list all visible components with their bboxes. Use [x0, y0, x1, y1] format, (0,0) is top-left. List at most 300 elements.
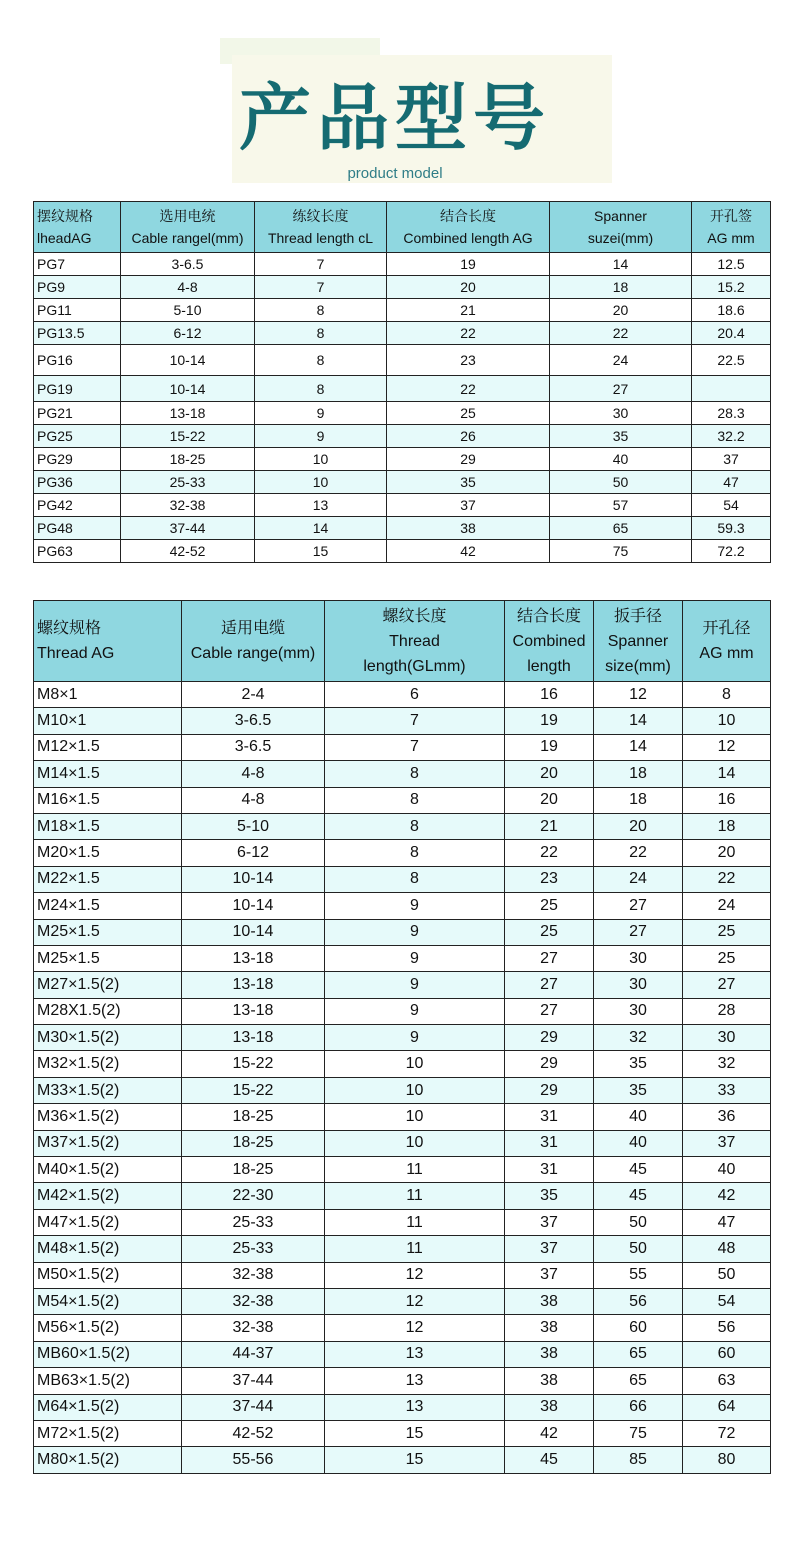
table-cell: 9	[325, 1025, 505, 1051]
column-header	[182, 601, 325, 682]
table-cell: 9	[325, 972, 505, 998]
table-cell: 23	[387, 345, 550, 376]
table-cell: 8	[325, 866, 505, 892]
table-cell: 14	[594, 734, 683, 760]
table-cell: 19	[505, 708, 594, 734]
table-cell: 19	[387, 253, 550, 276]
table-row	[34, 1051, 771, 1077]
table-cell: 56	[683, 1315, 771, 1341]
table-cell: 3-6.5	[182, 708, 325, 734]
table-cell: 13-18	[121, 402, 255, 425]
table-row	[34, 517, 771, 540]
table-cell: 47	[683, 1209, 771, 1235]
table-cell: 25	[683, 945, 771, 971]
table-cell: 3-6.5	[121, 253, 255, 276]
table-cell: 10	[255, 448, 387, 471]
table-cell: 63	[683, 1368, 771, 1394]
table-cell: 75	[594, 1420, 683, 1446]
table-cell: 37	[387, 494, 550, 517]
table-cell: 7	[255, 253, 387, 276]
table-cell: 27	[594, 893, 683, 919]
table-cell: 35	[550, 425, 692, 448]
column-header-line: Spanner	[594, 208, 647, 224]
table-cell: 30	[594, 998, 683, 1024]
table-cell: 8	[255, 322, 387, 345]
table-row	[34, 1025, 771, 1051]
table-cell: 20	[550, 299, 692, 322]
column-header-line: 适用电缆	[220, 620, 285, 637]
table-cell: 15	[255, 540, 387, 563]
table-cell: 15.2	[692, 276, 771, 299]
table-cell: 37-44	[121, 517, 255, 540]
table-row	[34, 1236, 771, 1262]
table-cell: 14	[550, 253, 692, 276]
table-cell: 75	[550, 540, 692, 563]
column-header-line: 开孔签	[710, 208, 752, 224]
column-header	[594, 601, 683, 682]
table-cell: 65	[594, 1368, 683, 1394]
table-row	[34, 1341, 771, 1367]
table-cell: 8	[325, 787, 505, 813]
table-cell: 9	[325, 893, 505, 919]
table-row	[34, 322, 771, 345]
table-cell: 6-12	[121, 322, 255, 345]
table-cell: 12.5	[692, 253, 771, 276]
table-row	[34, 761, 771, 787]
table-cell: 16	[505, 682, 594, 708]
row-label-cell: M12×1.5	[34, 734, 182, 760]
table-cell: 18-25	[182, 1157, 325, 1183]
column-header-line: 练纹长度	[292, 208, 349, 224]
metric-table-header-row	[34, 601, 771, 682]
table-row	[34, 998, 771, 1024]
table-cell: 50	[594, 1236, 683, 1262]
table-cell: 50	[594, 1209, 683, 1235]
column-header-line: length(GLmm)	[363, 657, 466, 675]
table-cell: 22	[550, 322, 692, 345]
table-cell: 20	[594, 813, 683, 839]
table-row	[34, 1104, 771, 1130]
table-cell: 36	[683, 1104, 771, 1130]
row-label-cell: M28X1.5(2)	[34, 998, 182, 1024]
table-cell: 10	[255, 471, 387, 494]
row-label-cell: M48×1.5(2)	[34, 1236, 182, 1262]
row-label-cell: PG13.5	[34, 322, 121, 345]
table-row	[34, 813, 771, 839]
table-row	[34, 471, 771, 494]
row-label-cell: M24×1.5	[34, 893, 182, 919]
table-cell: 13	[255, 494, 387, 517]
row-label-cell: M56×1.5(2)	[34, 1315, 182, 1341]
table-cell: 5-10	[182, 813, 325, 839]
table-cell: 24	[594, 866, 683, 892]
table-cell: 23	[505, 866, 594, 892]
row-label-cell: M33×1.5(2)	[34, 1077, 182, 1103]
table-row	[34, 1077, 771, 1103]
table-cell: 22	[505, 840, 594, 866]
table-cell: 20	[505, 761, 594, 787]
row-label-cell: PG11	[34, 299, 121, 322]
table-row	[34, 1262, 771, 1288]
table-cell: 15-22	[182, 1077, 325, 1103]
column-header-line: Thread	[389, 632, 440, 650]
table-cell: 38	[505, 1368, 594, 1394]
table-cell: 12	[325, 1288, 505, 1314]
table-cell: 13-18	[182, 945, 325, 971]
metric-table-body	[34, 682, 771, 1474]
column-header-line: AG mm	[699, 645, 754, 662]
table-cell: 6-12	[182, 840, 325, 866]
table-cell: 21	[505, 813, 594, 839]
table-cell: 10	[325, 1130, 505, 1156]
table-row	[34, 866, 771, 892]
table-cell: 72	[683, 1420, 771, 1446]
table-cell: 30	[594, 945, 683, 971]
table-cell: 65	[594, 1341, 683, 1367]
column-header	[34, 202, 121, 253]
row-label-cell: M36×1.5(2)	[34, 1104, 182, 1130]
table-cell: 7	[325, 734, 505, 760]
table-cell: 12	[683, 734, 771, 760]
column-header-line: 扳手径	[613, 607, 662, 625]
row-label-cell: M27×1.5(2)	[34, 972, 182, 998]
row-label-cell: M40×1.5(2)	[34, 1157, 182, 1183]
table-cell: 66	[594, 1394, 683, 1420]
table-cell: 42	[387, 540, 550, 563]
table-row	[34, 1183, 771, 1209]
table-cell: 40	[594, 1104, 683, 1130]
table-cell: 13-18	[182, 1025, 325, 1051]
row-label-cell: PG36	[34, 471, 121, 494]
column-header-line: 结合长度	[440, 208, 496, 224]
row-label-cell: PG7	[34, 253, 121, 276]
table-cell: 59.3	[692, 517, 771, 540]
table-cell: 47	[692, 471, 771, 494]
table-cell: 27	[505, 945, 594, 971]
table-cell: 19	[505, 734, 594, 760]
table-cell: 44-37	[182, 1341, 325, 1367]
table-cell: 22.5	[692, 345, 771, 376]
table-cell: 13	[325, 1341, 505, 1367]
table-cell: 7	[325, 708, 505, 734]
column-header	[505, 601, 594, 682]
row-label-cell: M72×1.5(2)	[34, 1420, 182, 1446]
table-cell: 10-14	[121, 345, 255, 376]
table-cell: 42-52	[121, 540, 255, 563]
table-row	[34, 893, 771, 919]
table-cell: 72.2	[692, 540, 771, 563]
table-cell: 22	[387, 376, 550, 402]
table-cell: 10-14	[182, 893, 325, 919]
table-cell: 32.2	[692, 425, 771, 448]
table-cell: 20	[387, 276, 550, 299]
table-row	[34, 919, 771, 945]
row-label-cell: M32×1.5(2)	[34, 1051, 182, 1077]
table-cell: 60	[594, 1315, 683, 1341]
table-cell: 22	[594, 840, 683, 866]
table-cell: 24	[550, 345, 692, 376]
row-label-cell: PG42	[34, 494, 121, 517]
table-cell: 25-33	[182, 1236, 325, 1262]
table-cell: 10	[325, 1077, 505, 1103]
column-header	[692, 202, 771, 253]
row-label-cell: PG25	[34, 425, 121, 448]
table-cell: 38	[505, 1288, 594, 1314]
table-cell: 14	[255, 517, 387, 540]
table-cell: 9	[255, 425, 387, 448]
row-label-cell: M30×1.5(2)	[34, 1025, 182, 1051]
table-cell: 33	[683, 1077, 771, 1103]
column-header-line: Combined	[512, 632, 586, 650]
row-label-cell: MB63×1.5(2)	[34, 1368, 182, 1394]
table-row	[34, 734, 771, 760]
table-row	[34, 1315, 771, 1341]
table-row	[34, 1130, 771, 1156]
table-cell: 18.6	[692, 299, 771, 322]
table-cell: 18	[683, 813, 771, 839]
table-cell: 35	[594, 1077, 683, 1103]
table-cell: 31	[505, 1157, 594, 1183]
table-cell: 15	[325, 1447, 505, 1473]
table-cell: 30	[683, 1025, 771, 1051]
table-cell: 16	[683, 787, 771, 813]
row-label-cell: M80×1.5(2)	[34, 1447, 182, 1473]
table-cell: 29	[505, 1025, 594, 1051]
table-row	[34, 540, 771, 563]
table-cell: 9	[325, 919, 505, 945]
table-cell: 7	[255, 276, 387, 299]
table-cell: 32-38	[182, 1288, 325, 1314]
table-cell: 54	[692, 494, 771, 517]
column-header-line: 摆纹规格	[37, 208, 93, 224]
column-header-line: 开孔径	[702, 620, 751, 637]
table-row	[34, 376, 771, 402]
table-row	[34, 448, 771, 471]
table-cell: 48	[683, 1236, 771, 1262]
table-cell: 12	[325, 1315, 505, 1341]
table-cell: 24	[683, 893, 771, 919]
table-cell: 35	[594, 1051, 683, 1077]
table-row	[34, 1420, 771, 1446]
table-cell: 8	[325, 813, 505, 839]
table-cell: 29	[505, 1051, 594, 1077]
table-cell: 10-14	[182, 866, 325, 892]
table-row	[34, 299, 771, 322]
table-cell: 45	[505, 1447, 594, 1473]
table-cell: 10-14	[121, 376, 255, 402]
table-cell: 10	[325, 1051, 505, 1077]
column-header	[325, 601, 505, 682]
page-subtitle: product model	[347, 165, 443, 182]
row-label-cell: M16×1.5	[34, 787, 182, 813]
table-cell: 13-18	[182, 972, 325, 998]
row-label-cell: M20×1.5	[34, 840, 182, 866]
table-cell: 20.4	[692, 322, 771, 345]
row-label-cell: M50×1.5(2)	[34, 1262, 182, 1288]
column-header-line: 结合长度	[516, 607, 581, 625]
table-cell: 37	[505, 1236, 594, 1262]
table-cell: 14	[683, 761, 771, 787]
table-cell: 25-33	[121, 471, 255, 494]
table-cell: 29	[387, 448, 550, 471]
table-cell: 20	[683, 840, 771, 866]
row-label-cell: M25×1.5	[34, 919, 182, 945]
table-cell: 4-8	[182, 761, 325, 787]
table-cell: 8	[255, 345, 387, 376]
row-label-cell: M54×1.5(2)	[34, 1288, 182, 1314]
row-label-cell: M42×1.5(2)	[34, 1183, 182, 1209]
table-cell: 8	[255, 376, 387, 402]
row-label-cell: PG16	[34, 345, 121, 376]
row-label-cell: M64×1.5(2)	[34, 1394, 182, 1420]
column-header-line: lheadAG	[37, 230, 92, 246]
table-cell: 42	[505, 1420, 594, 1446]
table-cell: 18-25	[121, 448, 255, 471]
table-cell: 10	[683, 708, 771, 734]
table-cell: 64	[683, 1394, 771, 1420]
column-header-line: 选用电统	[159, 208, 216, 224]
column-header-line: Thread length cL	[267, 230, 374, 246]
table-cell: 13-18	[182, 998, 325, 1024]
table-cell: 37	[683, 1130, 771, 1156]
row-label-cell: M18×1.5	[34, 813, 182, 839]
column-header	[387, 202, 550, 253]
table-row	[34, 1209, 771, 1235]
table-row	[34, 425, 771, 448]
table-cell: 25	[505, 919, 594, 945]
row-label-cell: PG19	[34, 376, 121, 402]
table-cell: 45	[594, 1183, 683, 1209]
table-cell: 85	[594, 1447, 683, 1473]
table-cell	[692, 376, 771, 402]
table-row	[34, 945, 771, 971]
table-row	[34, 345, 771, 376]
pg-table-body	[34, 253, 771, 563]
table-cell: 25	[683, 919, 771, 945]
table-row	[34, 840, 771, 866]
table-cell: 42	[683, 1183, 771, 1209]
table-cell: 4-8	[182, 787, 325, 813]
table-cell: 2-4	[182, 682, 325, 708]
table-cell: 20	[505, 787, 594, 813]
table-cell: 60	[683, 1341, 771, 1367]
table-row	[34, 494, 771, 517]
table-cell: 35	[505, 1183, 594, 1209]
table-cell: 28	[683, 998, 771, 1024]
table-row	[34, 1447, 771, 1473]
table-cell: 40	[683, 1157, 771, 1183]
table-cell: 14	[594, 708, 683, 734]
table-cell: 45	[594, 1157, 683, 1183]
column-header-line: AG mm	[707, 230, 755, 246]
table-row	[34, 253, 771, 276]
row-label-cell: M37×1.5(2)	[34, 1130, 182, 1156]
table-cell: 6	[325, 682, 505, 708]
table-cell: 15	[325, 1420, 505, 1446]
column-header-line: Spanner	[607, 632, 669, 650]
table-cell: 38	[505, 1315, 594, 1341]
table-cell: 25	[505, 893, 594, 919]
table-cell: 40	[550, 448, 692, 471]
table-cell: 11	[325, 1157, 505, 1183]
table-cell: 22	[683, 866, 771, 892]
table-cell: 55	[594, 1262, 683, 1288]
row-label-cell: M14×1.5	[34, 761, 182, 787]
table-cell: 25	[387, 402, 550, 425]
table-cell: 30	[594, 972, 683, 998]
table-cell: 50	[550, 471, 692, 494]
row-label-cell: PG48	[34, 517, 121, 540]
table-cell: 18	[550, 276, 692, 299]
column-header-line: Cable range(mm)	[190, 645, 316, 662]
table-cell: 3-6.5	[182, 734, 325, 760]
table-cell: 37	[692, 448, 771, 471]
table-cell: 80	[683, 1447, 771, 1473]
table-cell: 57	[550, 494, 692, 517]
table-cell: 31	[505, 1104, 594, 1130]
table-row	[34, 1157, 771, 1183]
column-header	[121, 202, 255, 253]
table-row	[34, 708, 771, 734]
table-cell: 8	[325, 761, 505, 787]
metric-spec-table	[33, 600, 771, 1474]
column-header	[34, 601, 182, 682]
row-label-cell: M47×1.5(2)	[34, 1209, 182, 1235]
table-cell: 27	[505, 972, 594, 998]
row-label-cell: M8×1	[34, 682, 182, 708]
table-cell: 10-14	[182, 919, 325, 945]
table-cell: 55-56	[182, 1447, 325, 1473]
column-header-line: size(mm)	[605, 657, 671, 675]
table-cell: 32-38	[182, 1262, 325, 1288]
table-cell: 27	[550, 376, 692, 402]
table-cell: 12	[325, 1262, 505, 1288]
column-header-line: Cable rangel(mm)	[131, 230, 244, 246]
table-cell: 37	[505, 1262, 594, 1288]
column-header	[255, 202, 387, 253]
table-cell: 28.3	[692, 402, 771, 425]
table-cell: 9	[325, 945, 505, 971]
table-cell: 37-44	[182, 1368, 325, 1394]
table-cell: 5-10	[121, 299, 255, 322]
table-cell: 32-38	[121, 494, 255, 517]
table-cell: 32	[683, 1051, 771, 1077]
table-row	[34, 1288, 771, 1314]
row-label-cell: M22×1.5	[34, 866, 182, 892]
table-cell: 11	[325, 1209, 505, 1235]
column-header-line: suzei(mm)	[587, 230, 654, 246]
column-header-line: length	[527, 657, 571, 675]
table-cell: 40	[594, 1130, 683, 1156]
table-cell: 27	[683, 972, 771, 998]
table-cell: 65	[550, 517, 692, 540]
table-cell: 18-25	[182, 1104, 325, 1130]
table-cell: 30	[550, 402, 692, 425]
row-label-cell: PG21	[34, 402, 121, 425]
column-header	[550, 202, 692, 253]
table-cell: 15-22	[182, 1051, 325, 1077]
table-cell: 56	[594, 1288, 683, 1314]
table-cell: 54	[683, 1288, 771, 1314]
table-cell: 22-30	[182, 1183, 325, 1209]
table-cell: 18-25	[182, 1130, 325, 1156]
table-cell: 35	[387, 471, 550, 494]
table-row	[34, 787, 771, 813]
pg-table-header-row	[34, 202, 771, 253]
table-cell: 9	[325, 998, 505, 1024]
table-cell: 13	[325, 1368, 505, 1394]
table-cell: 25-33	[182, 1209, 325, 1235]
